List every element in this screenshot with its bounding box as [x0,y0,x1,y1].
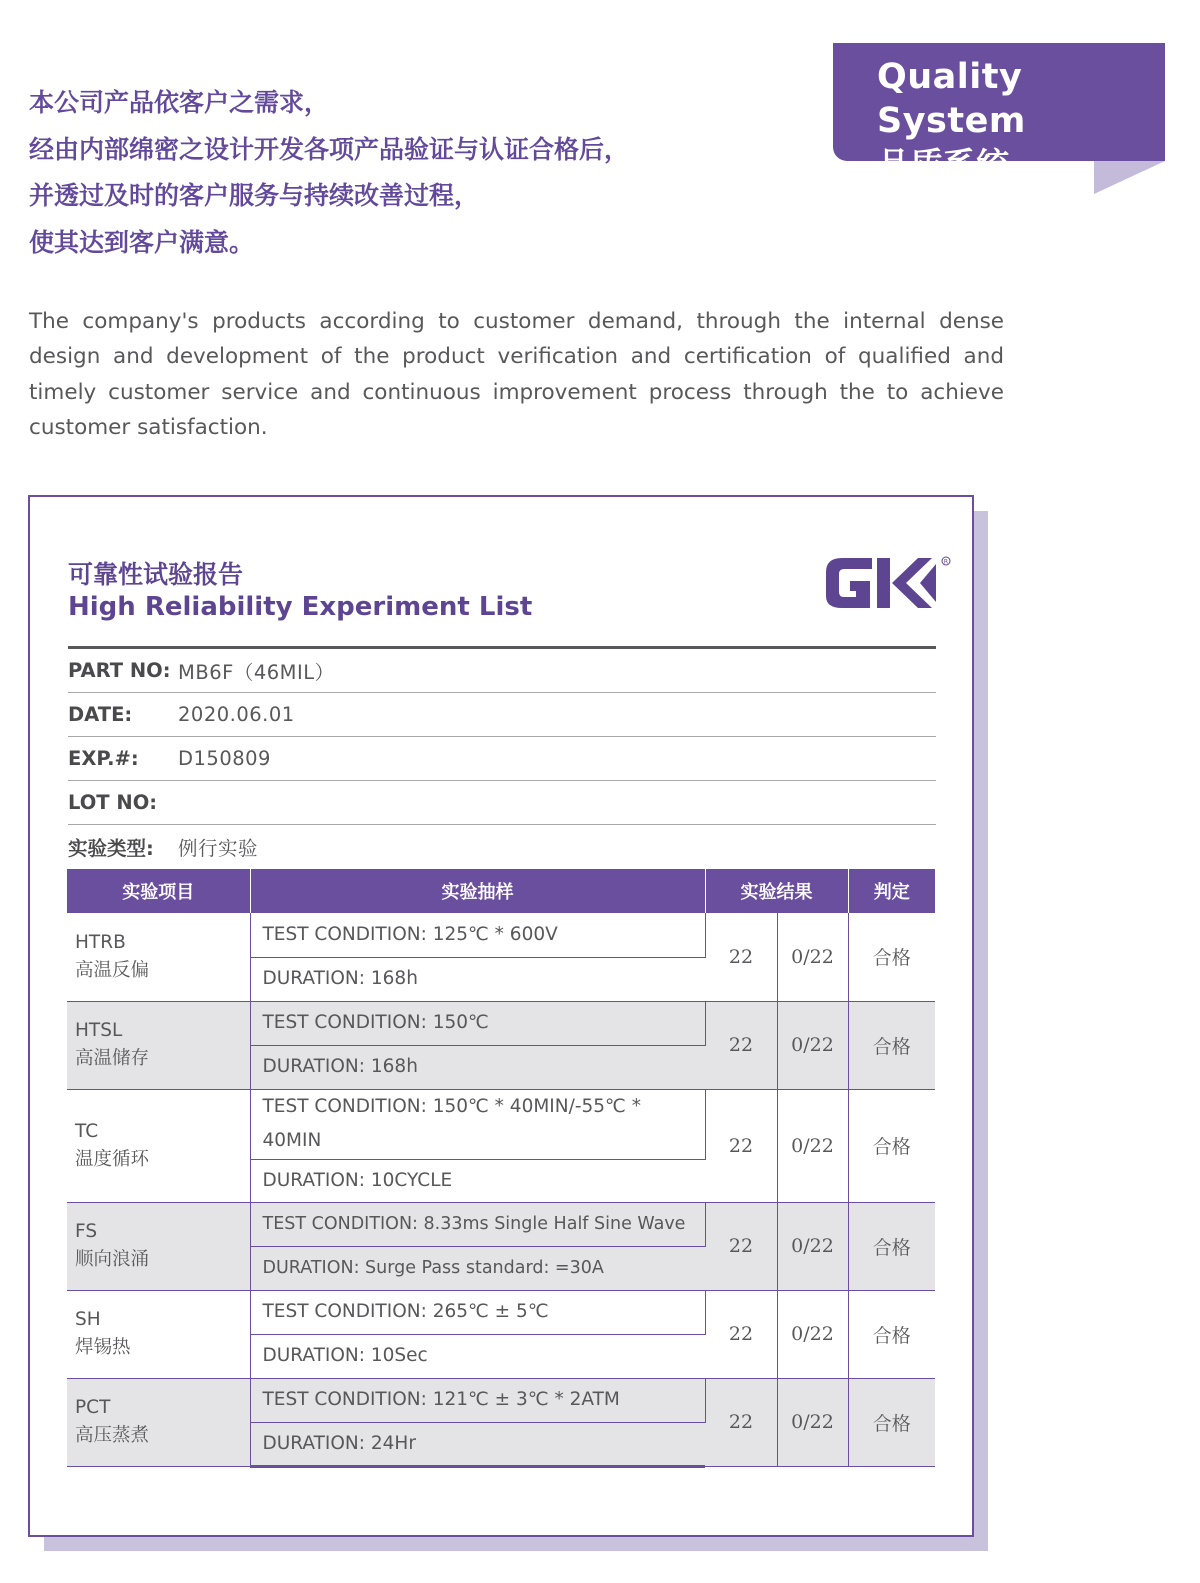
fail-ratio: 0/22 [777,1202,848,1290]
info-value: 例行实验 [178,837,259,860]
header-test-result: 实验结果 [705,869,848,913]
info-value: D150809 [178,747,271,770]
intro-cn-line: 并透过及时的客户服务与持续改善过程， [29,181,480,210]
header-verdict: 判定 [848,869,935,913]
sample-count: 22 [705,1089,777,1202]
info-row-part-no [68,649,936,693]
experiment-table [67,869,935,1468]
fail-ratio: 0/22 [777,913,848,1001]
report-title-cn: 可靠性试验报告 [68,560,244,589]
sample-count: 22 [705,913,777,1001]
info-label: PART NO: [68,659,171,682]
test-duration: DURATION: 24Hr [250,1422,705,1466]
test-duration: DURATION: Surge Pass standard: =30A [250,1246,705,1290]
table-row [67,1001,935,1045]
test-condition: TEST CONDITION: 150℃ * 40MIN/-55℃ * 40MIN [250,1089,705,1159]
test-name: 顺向浪涌 [75,1249,150,1270]
intro-cn-line: 经由内部绵密之设计开发各项产品验证与认证合格后， [29,134,630,164]
test-code: FS [75,1221,98,1242]
table-header-row [67,869,935,913]
test-item-cell [67,913,250,1001]
test-name: 高温反偏 [75,959,150,981]
info-label: LOT NO: [68,791,158,814]
test-item-cell [67,1001,250,1089]
test-duration: DURATION: 168h [250,1045,705,1089]
test-code: HTRB [75,931,126,953]
test-condition: TEST CONDITION: 121℃ ± 3℃ * 2ATM [250,1378,705,1422]
report-info [68,649,936,869]
test-duration: DURATION: 168h [250,957,705,1001]
intro-cn-line: 本公司产品依客户之需求， [29,88,330,117]
test-code: HTSL [75,1020,123,1041]
info-label: DATE: [68,703,133,726]
banner-title-cn: 品质系统 [877,145,1009,184]
test-name: 高压蒸煮 [75,1425,150,1446]
test-item-cell [67,1202,250,1290]
test-condition: TEST CONDITION: 150℃ [250,1001,705,1045]
table-row [67,1089,935,1159]
fail-ratio: 0/22 [777,1001,848,1089]
test-duration: DURATION: 10CYCLE [250,1159,705,1202]
fail-ratio: 0/22 [777,1089,848,1202]
verdict: 合格 [848,1001,935,1089]
verdict: 合格 [848,1089,935,1202]
header-test-item: 实验项目 [67,869,250,913]
svg-text:R: R [943,558,949,566]
intro-english: The company's products according to customer demand, through the internal dense design and development of the product verification and certification of qualified and timely customer service and continuous improvement process through the to achieve customer satisfaction. [29,309,1004,440]
test-condition: TEST CONDITION: 125℃ * 600V [250,913,705,957]
info-row-date [68,693,936,737]
test-condition: TEST CONDITION: 8.33ms Single Half Sine Wave [250,1202,705,1246]
intro-chinese [29,80,829,266]
test-item-cell [67,1089,250,1202]
table-row [67,1290,935,1334]
info-label: 实验类型: [68,837,154,860]
info-row-test-type [68,825,936,869]
table-row [67,1378,935,1422]
test-duration: DURATION: 10Sec [250,1334,705,1378]
quality-system-banner [833,43,1165,184]
intro-cn-line: 使其达到客户满意。 [29,227,255,257]
test-item-cell [67,1290,250,1378]
verdict: 合格 [848,1202,935,1290]
verdict: 合格 [848,1378,935,1466]
sample-count: 22 [705,1001,777,1089]
sample-count: 22 [705,1290,777,1378]
test-item-cell [67,1378,250,1466]
info-row-lot-no [68,781,936,825]
sample-count: 22 [705,1378,777,1466]
test-code: TC [75,1120,99,1142]
table-row [67,1202,935,1246]
banner-title-en: Quality System [877,57,1026,141]
verdict: 合格 [848,1290,935,1378]
info-value: MB6F（46MIL） [178,660,335,684]
test-code: PCT [75,1397,111,1418]
info-row-exp [68,737,936,781]
test-name: 焊锡热 [75,1337,131,1358]
test-name: 高温储存 [75,1048,150,1069]
sample-count: 22 [705,1202,777,1290]
report-title-en: High Reliability Experiment List [68,592,533,622]
fail-ratio: 0/22 [777,1378,848,1466]
report-card [28,495,974,1537]
fail-ratio: 0/22 [777,1290,848,1378]
verdict: 合格 [848,913,935,1001]
test-name: 温度循环 [75,1148,150,1170]
table-row [67,913,935,957]
test-condition: TEST CONDITION: 265℃ ± 5℃ [250,1290,705,1334]
info-value: 2020.06.01 [178,703,295,726]
header-test-sampling: 实验抽样 [250,869,705,913]
test-code: SH [75,1309,101,1330]
gk-logo [822,554,952,614]
info-label: EXP.#: [68,747,139,770]
